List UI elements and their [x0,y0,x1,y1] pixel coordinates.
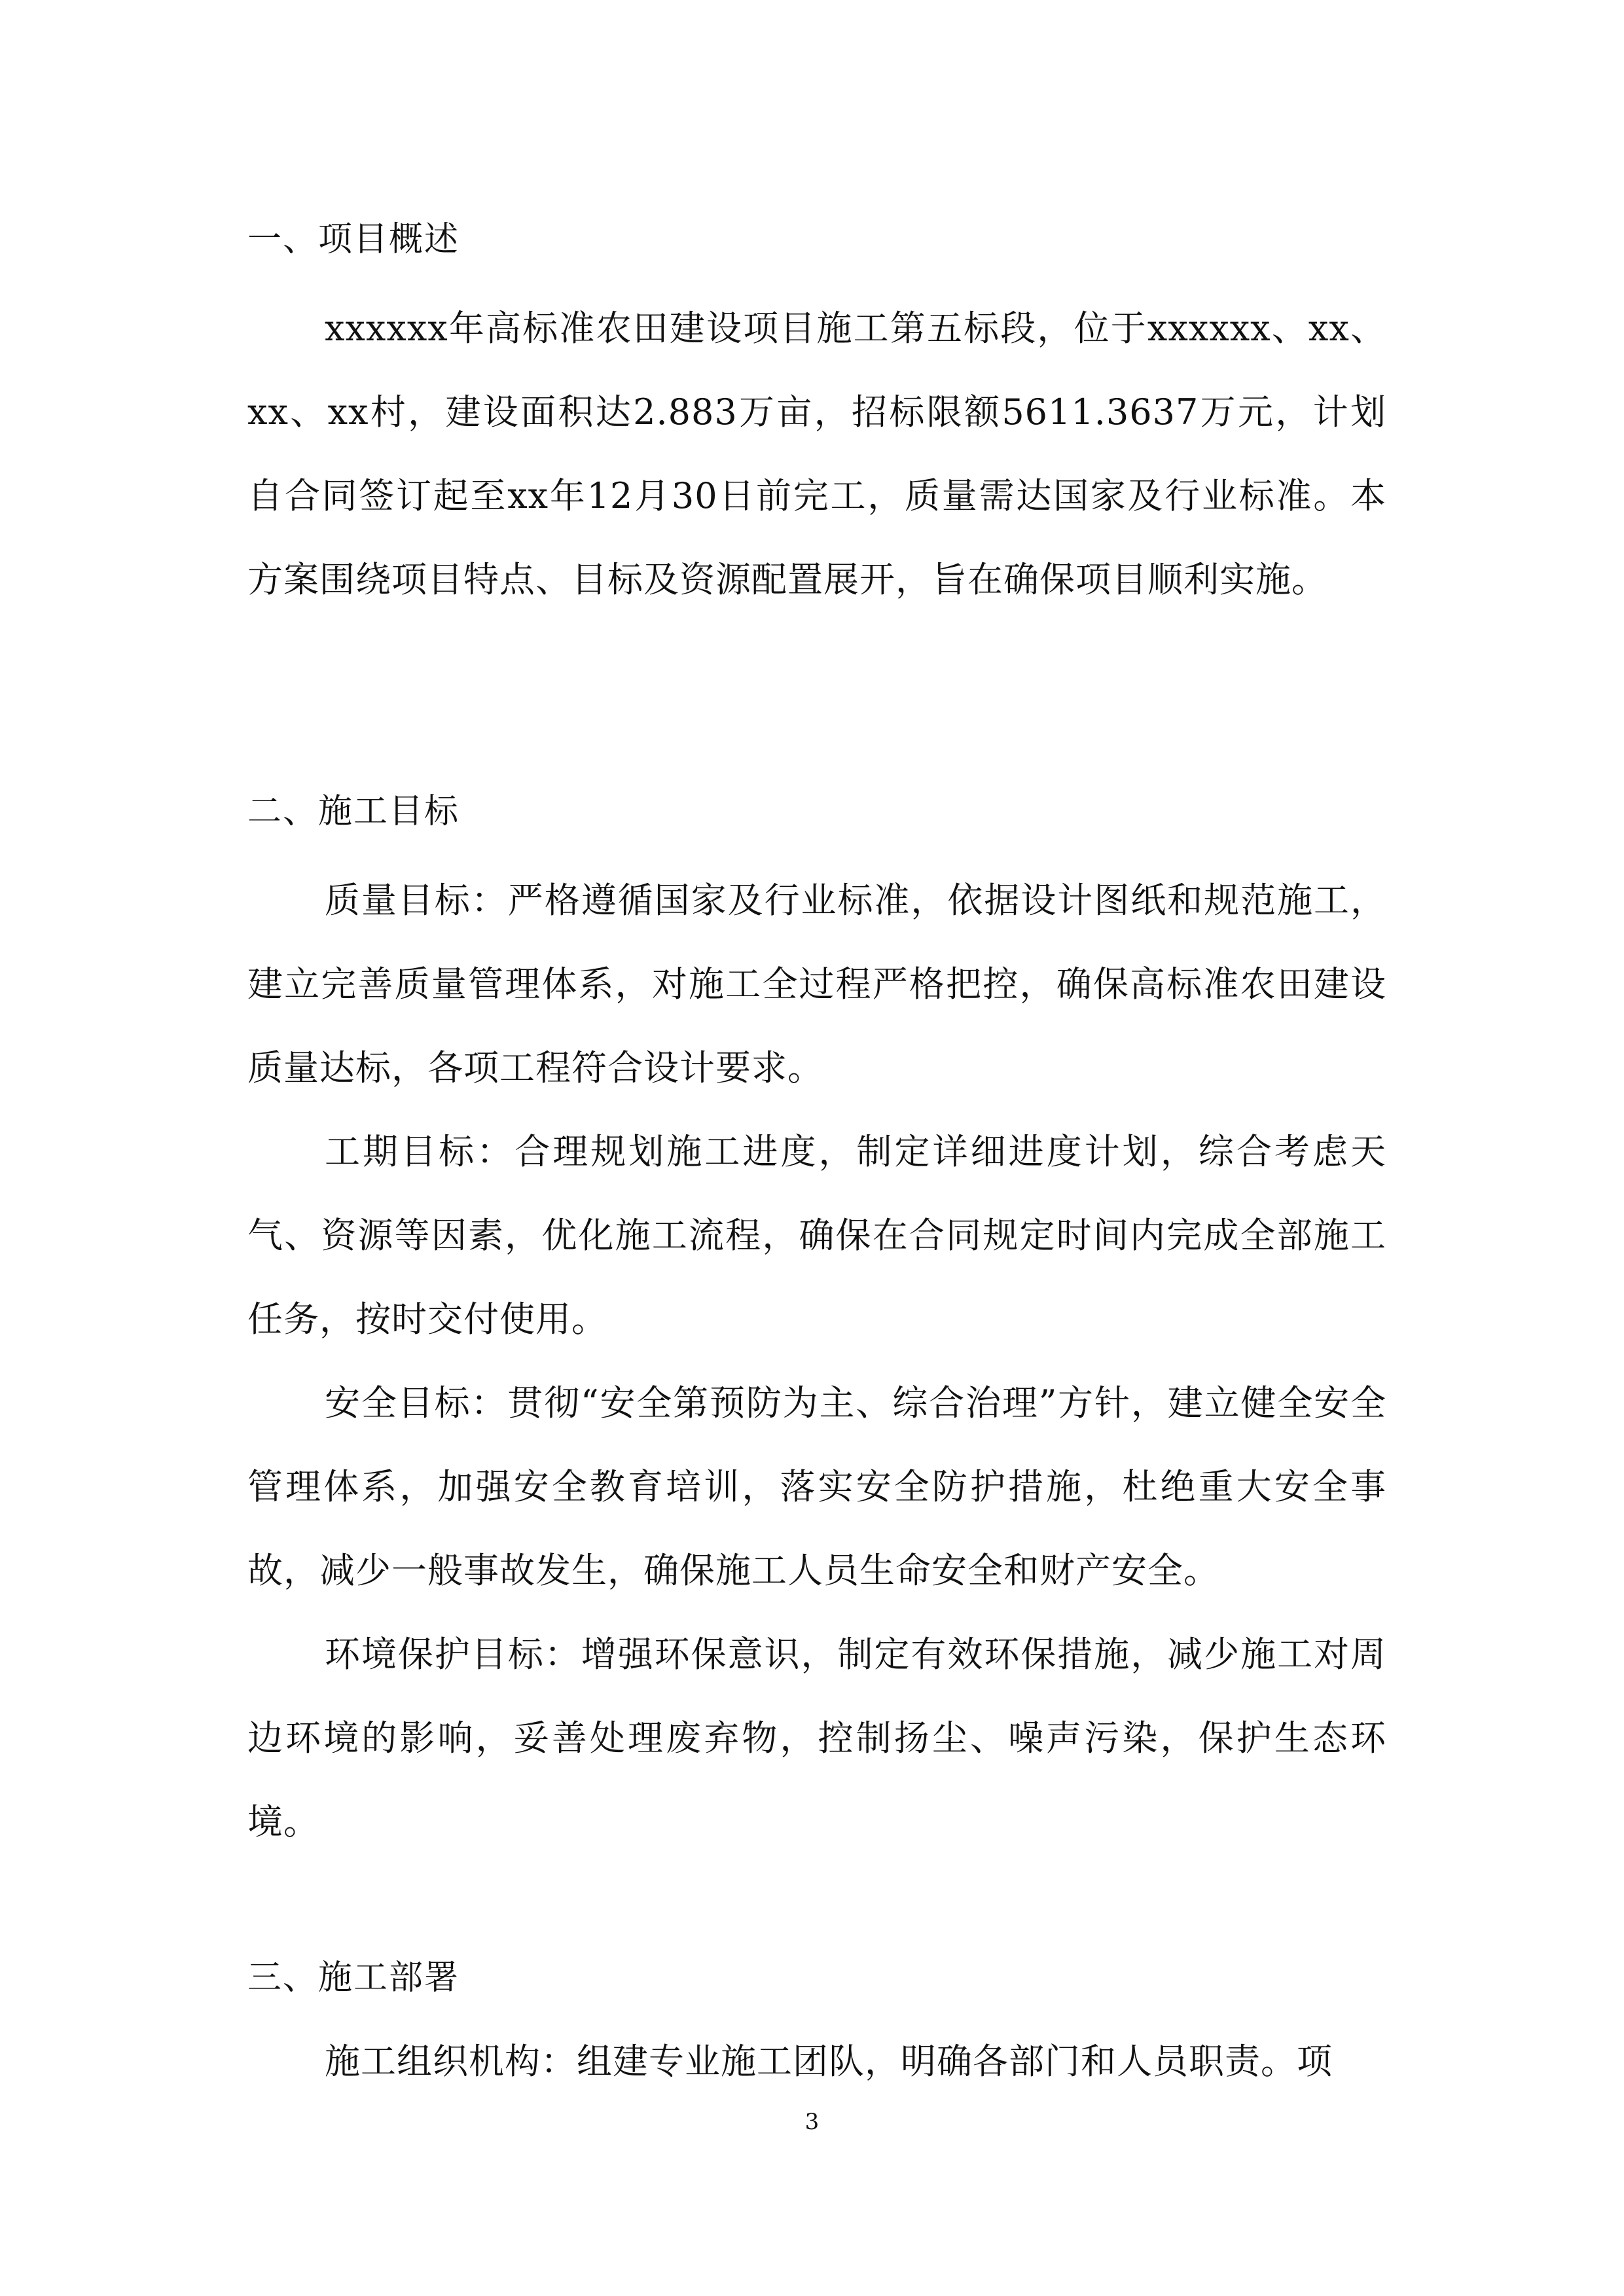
paragraph-overview: xxxxxx年高标准农田建设项目施工第五标段，位于xxxxxx、xx、xx、xx村，建设面积达2.883万亩，招标限额5611.3637万元，计划自合同签订起至xx年12月30日前完工，质量需达国家及行业标准。本方案围绕项目特点、目标及资源配置展开，旨在确保项目顺利实施。 [247,308,1386,600]
paragraph-quality-goal: 质量目标：严格遵循国家及行业标准，依据设计图纸和规范施工，建立完善质量管理体系，对施工全过程严格把控，确保高标准农田建设质量达标，各项工程符合设计要求。 [247,880,1386,1088]
section-heading-goals: 二、施工目标 [247,792,460,831]
section-heading-overview: 一、项目概述 [247,220,460,259]
paragraph-environment-goal: 环境保护目标：增强环保意识，制定有效环保措施，减少施工对周边环境的影响，妥善处理废弃物，控制扬尘、噪声污染，保护生态环境。 [247,1634,1386,1842]
paragraph-schedule-goal: 工期目标：合理规划施工进度，制定详细进度计划，综合考虑天气、资源等因素，优化施工流程，确保在合同规定时间内完成全部施工任务，按时交付使用。 [247,1131,1386,1340]
paragraph-organization: 施工组织机构：组建专业施工团队，明确各部门和人员职责。项 [325,2041,1333,2082]
paragraph-safety-goal: 安全目标：贯彻“安全第预防为主、综合治理”方针，建立健全安全管理体系，加强安全教育培训，落实安全防护措施，杜绝重大安全事故，减少一般事故发生，确保施工人员生命安全和财产安全。 [247,1382,1386,1591]
section-heading-deployment: 三、施工部署 [247,1958,460,1998]
page-number: 3 [804,2109,820,2135]
